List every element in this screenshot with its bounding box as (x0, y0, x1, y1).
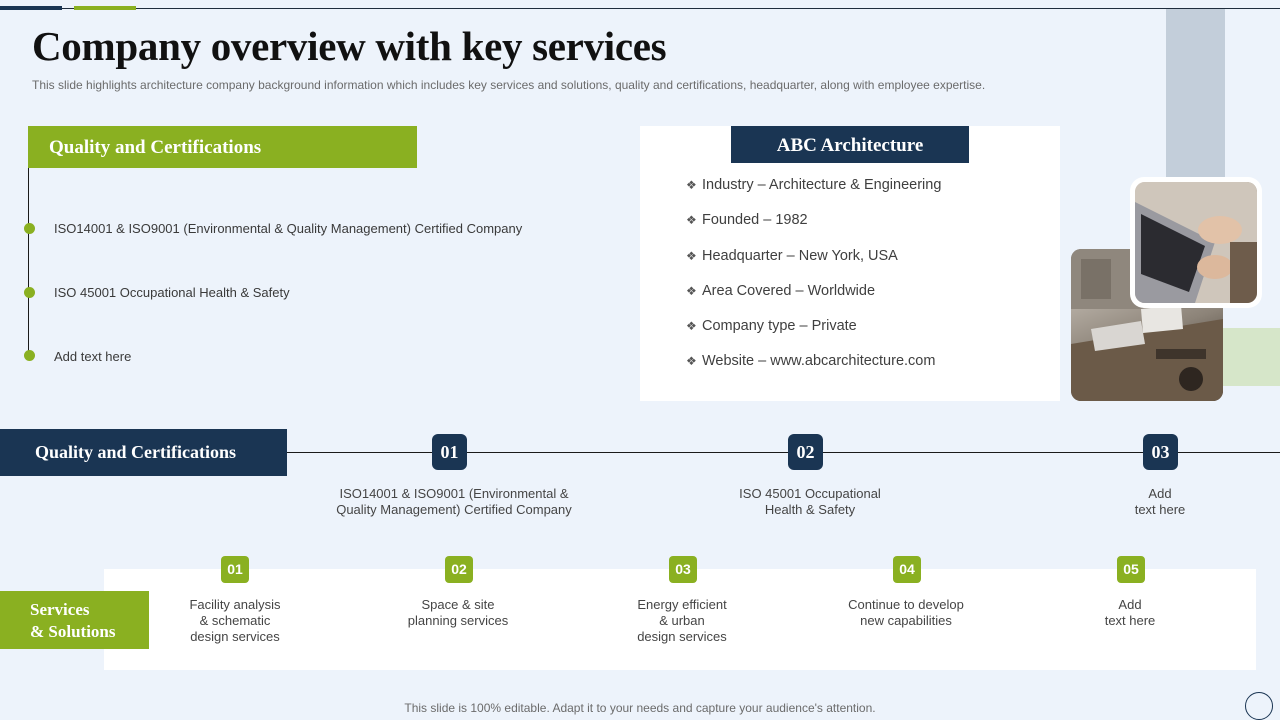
step-text: ISO14001 & ISO9001 (Environmental & Quality Management) Certified Company (336, 486, 572, 517)
quality-header: Quality and Certifications (28, 126, 417, 168)
quality-item: ISO14001 & ISO9001 (Environmental & Quality Management) Certified Company (54, 221, 523, 236)
company-info-item: ❖ Founded – 1982 (686, 212, 808, 228)
service-text: Facility analysis & schematic design services (189, 597, 281, 644)
company-info-item: ❖ Headquarter – New York, USA (686, 248, 898, 264)
top-accent-dark (0, 6, 62, 10)
diamond-bullet-icon: ❖ (686, 354, 697, 368)
corner-circle-icon (1245, 692, 1273, 720)
diamond-bullet-icon: ❖ (686, 178, 697, 192)
page-subtitle: This slide highlights architecture company background information which includes key services and solutions, quality and certifications, headquarter, along with employee expertise. (32, 78, 986, 92)
step-badge: 01 (432, 434, 467, 470)
service-text: Add text here (1104, 597, 1156, 628)
diamond-bullet-icon: ❖ (686, 249, 697, 263)
services-label: Services & Solutions (0, 591, 149, 649)
step-text: ISO 45001 Occupational Health & Safety (739, 486, 881, 517)
diamond-bullet-icon: ❖ (686, 284, 697, 298)
company-info-item: ❖ Industry – Architecture & Engineering (686, 177, 942, 193)
top-rule (0, 8, 1280, 9)
company-info-item: ❖ Website – www.abcarchitecture.com (686, 353, 936, 369)
company-name-header: ABC Architecture (731, 126, 969, 163)
step-badge: 03 (1143, 434, 1178, 470)
service-text: Space & site planning services (407, 597, 509, 628)
quality-bullet-dot (24, 350, 35, 361)
service-badge: 05 (1117, 556, 1145, 583)
decorative-bar (1166, 9, 1225, 177)
diamond-bullet-icon: ❖ (686, 213, 697, 227)
service-badge: 03 (669, 556, 697, 583)
company-info-item: ❖ Area Covered – Worldwide (686, 283, 876, 299)
footer-note: This slide is 100% editable. Adapt it to your needs and capture your audience's attention. (404, 701, 876, 715)
quality-bullet-dot (24, 223, 35, 234)
company-info-item: ❖ Company type – Private (686, 318, 857, 334)
quality-bullet-dot (24, 287, 35, 298)
quality-timeline-label: Quality and Certifications (0, 429, 287, 476)
service-text: Continue to develop new capabilities (848, 597, 964, 628)
service-badge: 04 (893, 556, 921, 583)
step-badge: 02 (788, 434, 823, 470)
service-badge: 01 (221, 556, 249, 583)
diamond-bullet-icon: ❖ (686, 319, 697, 333)
service-text: Energy efficient & urban design services (637, 597, 727, 644)
quality-item: Add text here (54, 349, 132, 364)
top-accent-green (74, 6, 136, 10)
decorative-square (1222, 328, 1280, 386)
page-title: Company overview with key services (32, 23, 667, 69)
step-text: Add text here (1134, 486, 1186, 517)
quality-item: ISO 45001 Occupational Health & Safety (54, 285, 290, 300)
laptop-typing-photo (1130, 177, 1262, 308)
service-badge: 02 (445, 556, 473, 583)
